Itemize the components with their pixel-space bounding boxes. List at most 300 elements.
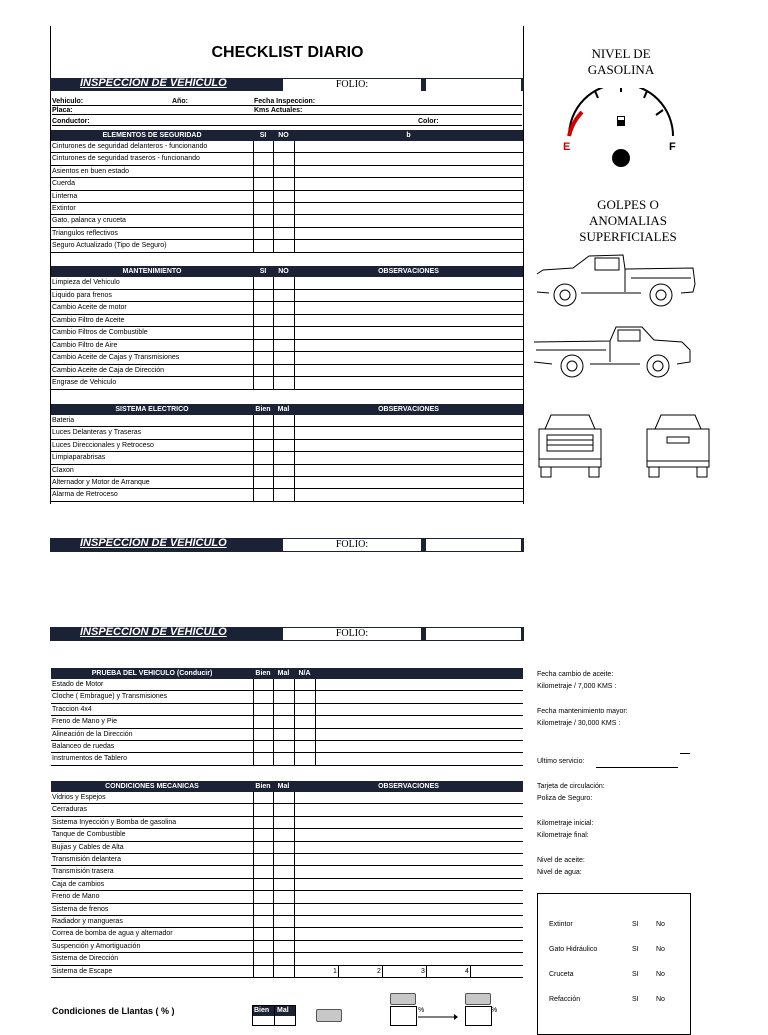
check-cell[interactable] (294, 854, 295, 865)
check-cell[interactable] (273, 891, 274, 902)
fecha-mant-label: Fecha mantenimiento mayor: (537, 708, 628, 715)
check-cell[interactable] (253, 240, 254, 251)
check-cell[interactable] (253, 879, 254, 890)
row-label: Alarma de Retroceso (52, 491, 118, 499)
row-label: Limpieza del Vehiculo (52, 279, 120, 286)
electrico-title: SISTEMA ELECTRICO (115, 406, 189, 413)
check-cell[interactable] (253, 228, 254, 239)
mantenimiento-header (51, 266, 523, 277)
check-cell[interactable] (294, 716, 295, 727)
row-label: Asientos en buen estado (52, 167, 130, 175)
check-cell[interactable] (253, 452, 254, 463)
check-cell[interactable] (253, 215, 254, 226)
row-label: Radiador y mangueras (52, 918, 123, 925)
ultimo-servicio-label: Ultimo servicio: (537, 758, 585, 765)
check-cell[interactable] (273, 879, 274, 890)
prueba-col-header: N/A (298, 670, 311, 677)
check-cell[interactable] (294, 842, 295, 853)
mecanicas-title: CONDICIONES MECANICAS (105, 783, 199, 790)
escape-number: 1 (333, 967, 337, 975)
row-label: Cinturones de seguridad delanteros - funcionando (52, 143, 208, 150)
check-cell[interactable] (273, 866, 274, 877)
check-cell[interactable] (294, 829, 295, 840)
check-cell[interactable] (273, 302, 274, 314)
check-cell[interactable] (294, 203, 295, 214)
check-cell[interactable] (294, 191, 295, 202)
table-row (51, 315, 523, 328)
check-cell[interactable] (253, 716, 254, 727)
row-label: Sistema Inyección y Bomba de gasolina (52, 818, 177, 826)
check-cell[interactable] (273, 427, 274, 438)
table-row (51, 753, 523, 765)
check-cell[interactable] (273, 716, 274, 727)
equipo-item: Gato Hidráulico (549, 946, 598, 953)
km-7000-label: Kilometraje / 7,000 KMS : (537, 683, 617, 690)
check-cell[interactable] (273, 415, 274, 426)
check-cell[interactable] (294, 340, 295, 352)
check-cell[interactable] (273, 352, 274, 364)
row-label: Sistema de Dirección (52, 955, 119, 963)
check-cell[interactable] (294, 753, 295, 764)
electrico-col-header: Bien (255, 406, 271, 413)
row-label: Luces Direccionales y Retroceso (52, 441, 154, 449)
check-cell[interactable] (253, 729, 254, 740)
check-cell[interactable] (294, 365, 295, 377)
check-cell[interactable] (273, 916, 274, 927)
escape-cell[interactable] (382, 966, 383, 977)
check-cell[interactable] (253, 315, 254, 327)
table-row (51, 741, 523, 753)
row-label: Engrase de Vehiculo (52, 379, 117, 386)
check-cell[interactable] (294, 427, 295, 438)
km-30000-label: Kilometraje / 30,000 KMS : (537, 720, 621, 727)
row-label: Cerraduras (52, 806, 88, 814)
check-cell[interactable] (294, 916, 295, 927)
fecha-label: Fecha Inspeccion: (254, 98, 316, 105)
check-cell[interactable] (253, 904, 254, 915)
row-label: Balanceo de ruedas (52, 743, 115, 750)
mantenimiento-title: MANTENIMIENTO (122, 268, 182, 275)
check-cell[interactable] (253, 352, 254, 364)
check-cell[interactable] (273, 679, 274, 690)
check-cell[interactable] (273, 792, 274, 803)
table-row (51, 489, 523, 501)
check-cell[interactable] (253, 203, 254, 214)
color-label: Color: (418, 118, 439, 125)
check-cell[interactable] (253, 804, 254, 815)
row-label: Extintor (52, 205, 76, 212)
check-cell[interactable] (273, 842, 274, 853)
check-cell[interactable] (253, 916, 254, 927)
check-cell[interactable] (253, 153, 254, 164)
tarjeta-label: Tarjeta de circulación: (537, 783, 605, 790)
check-cell[interactable] (273, 178, 274, 189)
row-label: Claxon (52, 466, 74, 474)
check-cell[interactable] (273, 904, 274, 915)
tire-icon (465, 993, 491, 1005)
check-cell[interactable] (253, 377, 254, 389)
check-cell[interactable] (253, 427, 254, 438)
check-cell[interactable] (253, 489, 254, 500)
escape-number: 2 (377, 967, 381, 975)
check-cell[interactable] (294, 691, 295, 702)
row-label: Suspención y Amortiguación (52, 942, 141, 950)
llantas-table (252, 1005, 296, 1026)
check-cell[interactable] (253, 953, 254, 964)
row-label: Transmisión delantera (52, 856, 121, 863)
check-cell[interactable] (273, 215, 274, 226)
check-cell[interactable] (253, 465, 254, 476)
check-cell[interactable] (253, 741, 254, 752)
escape-number: 3 (421, 967, 425, 975)
check-cell[interactable] (253, 141, 254, 152)
mecanicas-header (51, 781, 523, 792)
check-cell[interactable] (273, 315, 274, 327)
mantenimiento-col-header: NO (278, 268, 289, 275)
check-cell[interactable] (253, 691, 254, 702)
mantenimiento-col-header: OBSERVACIONES (378, 268, 439, 275)
check-cell[interactable] (294, 966, 295, 977)
check-cell[interactable] (294, 866, 295, 877)
table-row (51, 879, 523, 891)
table-row (51, 804, 523, 816)
check-cell[interactable] (253, 477, 254, 488)
tire-pct-box[interactable] (390, 1006, 417, 1026)
check-cell[interactable] (273, 153, 274, 164)
check-cell[interactable] (273, 452, 274, 463)
check-cell[interactable] (294, 792, 295, 803)
equipo-no-option[interactable]: No (656, 996, 665, 1003)
prueba-header (51, 668, 523, 679)
check-cell[interactable] (273, 377, 274, 389)
page-title: CHECKLIST DIARIO (211, 44, 364, 61)
row-label: Cambio Aceite de Cajas y Transmisiones (52, 354, 180, 361)
folio-field[interactable] (426, 79, 521, 91)
check-cell[interactable] (273, 753, 274, 764)
check-cell[interactable] (294, 166, 295, 177)
check-cell[interactable] (273, 966, 274, 977)
table-row (51, 691, 523, 703)
check-cell[interactable] (253, 327, 254, 339)
nivel-agua-label: Nivel de agua: (537, 869, 582, 876)
seguridad-col-header: b (406, 132, 411, 139)
check-cell[interactable] (273, 489, 274, 500)
check-cell[interactable] (294, 290, 295, 302)
table-row (51, 891, 523, 903)
check-cell[interactable] (273, 854, 274, 865)
check-cell[interactable] (294, 953, 295, 964)
table-row (51, 427, 523, 439)
seguridad-title: ELEMENTOS DE SEGURIDAD (102, 132, 202, 139)
table-row (51, 477, 523, 489)
kms-label: Kms Actuales: (254, 107, 303, 114)
table-row (51, 704, 523, 716)
llantas-bien: Bien (254, 1007, 270, 1014)
equipo-si-option[interactable]: SI (632, 996, 639, 1003)
seguridad-col-header: NO (278, 132, 289, 139)
check-cell[interactable] (253, 415, 254, 426)
check-cell[interactable] (253, 440, 254, 451)
mecanicas-col-header: OBSERVACIONES (378, 783, 439, 790)
equipo-si-option[interactable]: SI (632, 921, 639, 928)
equipo-box (537, 893, 691, 1035)
check-cell[interactable] (273, 804, 274, 815)
frame-right-line (523, 26, 524, 504)
row-label: Sistema de frenos (52, 905, 109, 913)
row-label: Seguro Actualizado (Tipo de Seguro) (52, 242, 167, 250)
escape-cell[interactable] (470, 966, 471, 977)
check-cell[interactable] (273, 228, 274, 239)
check-cell[interactable] (253, 290, 254, 302)
check-cell[interactable] (294, 178, 295, 189)
folio-label: FOLIO: (283, 628, 421, 640)
check-cell[interactable] (273, 141, 274, 152)
tire-icon (390, 993, 416, 1005)
table-row (51, 679, 523, 691)
inspection-band-1 (50, 78, 524, 91)
seguridad-header (51, 130, 523, 141)
check-cell[interactable] (294, 729, 295, 740)
equipo-no-option[interactable]: No (656, 971, 665, 978)
truck-side-right-icon (530, 324, 695, 382)
check-cell[interactable] (253, 277, 254, 289)
placa-label: Placa: (52, 107, 73, 114)
escape-number: 4 (465, 967, 469, 975)
table-row (51, 377, 523, 390)
table-row (51, 340, 523, 353)
check-cell[interactable] (253, 928, 254, 939)
check-cell[interactable] (273, 729, 274, 740)
check-cell[interactable] (273, 465, 274, 476)
tire-pct-box[interactable] (465, 1006, 492, 1026)
check-cell[interactable] (253, 679, 254, 690)
table-row (51, 716, 523, 728)
seguridad-col-header: SI (259, 132, 267, 139)
check-cell[interactable] (273, 817, 274, 828)
table-row (51, 966, 523, 978)
check-cell[interactable] (273, 477, 274, 488)
row-label: Cloche ( Embrague) y Transmisiones (52, 693, 168, 701)
fuel-gauge-icon (555, 88, 687, 176)
mantenimiento-col-header: SI (259, 268, 267, 275)
check-cell[interactable] (294, 679, 295, 690)
table-row (51, 817, 523, 829)
check-cell[interactable] (253, 792, 254, 803)
check-cell[interactable] (273, 941, 274, 952)
check-cell[interactable] (294, 817, 295, 828)
row-label: Instrumentos de Tablero (52, 755, 127, 763)
row-label: Alineación de la Dirección (52, 730, 133, 738)
check-cell[interactable] (315, 741, 316, 752)
check-cell[interactable] (273, 240, 274, 251)
equipo-si-option[interactable]: SI (632, 971, 639, 978)
check-cell[interactable] (315, 716, 316, 727)
check-cell[interactable] (273, 191, 274, 202)
equipo-si-option[interactable]: SI (632, 946, 639, 953)
check-cell[interactable] (294, 879, 295, 890)
gauge-e: E (563, 141, 571, 153)
check-cell[interactable] (253, 842, 254, 853)
equipo-item: Refacción (549, 996, 581, 1003)
prueba-title: PRUEBA DEL VEHICULO (Conducir) (91, 670, 213, 677)
check-cell[interactable] (315, 753, 316, 764)
table-row (51, 290, 523, 303)
check-cell[interactable] (294, 415, 295, 426)
check-cell[interactable] (294, 704, 295, 715)
check-cell[interactable] (253, 829, 254, 840)
table-row (51, 352, 523, 365)
check-cell[interactable] (273, 340, 274, 352)
row-label: Cambio Filtro de Aire (52, 341, 118, 349)
tire-icon (316, 1009, 342, 1022)
check-cell[interactable] (273, 327, 274, 339)
table-row (51, 729, 523, 741)
check-cell[interactable] (294, 228, 295, 239)
check-cell[interactable] (273, 277, 274, 289)
table-row (51, 166, 523, 178)
equipo-item: Cruceta (549, 971, 574, 978)
mecanicas-col-header: Mal (277, 783, 290, 790)
band-label: INSPECCION DE VEHICULO (80, 626, 227, 638)
check-cell[interactable] (253, 191, 254, 202)
mecanicas-col-header: Bien (255, 783, 271, 790)
ultimo-servicio-line[interactable] (596, 767, 678, 768)
prueba-col-header: Bien (255, 670, 271, 677)
row-label: Freno de Mano (52, 893, 100, 901)
inspection-band-3 (50, 627, 524, 641)
table-row (51, 916, 523, 928)
electrico-col-header: OBSERVACIONES (378, 406, 439, 413)
km-final-label: Kilometraje final: (537, 832, 589, 839)
table-row (51, 854, 523, 866)
check-cell[interactable] (315, 729, 316, 740)
check-cell[interactable] (294, 240, 295, 251)
equipo-no-option[interactable]: No (656, 921, 665, 928)
inspection-band-2 (50, 538, 524, 552)
check-cell[interactable] (253, 966, 254, 977)
nivel-gasolina-title: NIVEL DE GASOLINA (587, 46, 655, 77)
table-row (51, 191, 523, 203)
row-label: Cambio Aceite de Caja de Dirección (52, 366, 165, 374)
fecha-aceite-label: Fecha cambio de aceite: (537, 671, 614, 678)
table-row (51, 928, 523, 940)
check-cell[interactable] (294, 352, 295, 364)
folio-field[interactable] (426, 539, 521, 551)
check-cell[interactable] (253, 891, 254, 902)
equipo-item: Extintor (549, 921, 573, 928)
check-cell[interactable] (294, 904, 295, 915)
check-cell[interactable] (253, 866, 254, 877)
row-label: Cinturones de seguridad traseros - funcionando (52, 155, 200, 163)
table-row (51, 203, 523, 215)
check-cell[interactable] (253, 854, 254, 865)
check-cell[interactable] (294, 489, 295, 500)
row-label: Triangulos reflectivos (52, 229, 118, 237)
table-row (51, 228, 523, 240)
check-cell[interactable] (273, 928, 274, 939)
check-cell[interactable] (273, 365, 274, 377)
truck-side-left-icon (533, 252, 698, 310)
table-row (51, 153, 523, 165)
check-cell[interactable] (253, 365, 254, 377)
check-cell[interactable] (294, 215, 295, 226)
escape-cell[interactable] (338, 966, 339, 977)
check-cell[interactable] (253, 704, 254, 715)
check-cell[interactable] (273, 829, 274, 840)
check-cell[interactable] (294, 315, 295, 327)
row-label: Gato, palanca y cruceta (52, 217, 126, 225)
row-label: Cuerda (52, 180, 75, 188)
check-cell[interactable] (253, 753, 254, 764)
check-cell[interactable] (294, 377, 295, 389)
table-row (51, 365, 523, 378)
check-cell[interactable] (253, 340, 254, 352)
check-cell[interactable] (253, 817, 254, 828)
check-cell[interactable] (294, 452, 295, 463)
electrico-col-header: Mal (277, 406, 290, 413)
check-cell[interactable] (294, 465, 295, 476)
check-cell[interactable] (294, 941, 295, 952)
check-cell[interactable] (294, 327, 295, 339)
table-row (51, 465, 523, 477)
escape-cell[interactable] (426, 966, 427, 977)
row-label: Freno de Mano y Pie (52, 718, 117, 726)
llantas-mal: Mal (277, 1007, 289, 1014)
check-cell[interactable] (273, 203, 274, 214)
check-cell[interactable] (273, 741, 274, 752)
check-cell[interactable] (294, 302, 295, 314)
equipo-no-option[interactable]: No (656, 946, 665, 953)
check-cell[interactable] (315, 679, 316, 690)
check-cell[interactable] (273, 691, 274, 702)
row-label: Alternador y Motor de Arranque (52, 479, 150, 486)
check-cell[interactable] (273, 290, 274, 302)
check-cell[interactable] (315, 704, 316, 715)
check-cell[interactable] (294, 804, 295, 815)
check-cell[interactable] (253, 178, 254, 189)
row-label: Tanque de Combustible (52, 831, 126, 839)
table-row (51, 440, 523, 452)
check-cell[interactable] (315, 691, 316, 702)
table-row (51, 842, 523, 854)
check-cell[interactable] (273, 166, 274, 177)
check-cell[interactable] (273, 953, 274, 964)
check-cell[interactable] (294, 153, 295, 164)
anio-label: Año: (172, 98, 188, 105)
table-row (51, 866, 523, 878)
check-cell[interactable] (253, 302, 254, 314)
tire-pct-sign: % (491, 1007, 498, 1014)
vehiculo-label: Vehiculo: (52, 98, 84, 105)
check-cell[interactable] (294, 440, 295, 451)
row-label: Sistema de Escape (52, 967, 113, 975)
check-cell[interactable] (253, 166, 254, 177)
check-cell[interactable] (294, 928, 295, 939)
check-cell[interactable] (273, 704, 274, 715)
prueba-col-header: Mal (277, 670, 290, 677)
check-cell[interactable] (294, 277, 295, 289)
folio-field[interactable] (426, 628, 521, 640)
check-cell[interactable] (273, 440, 274, 451)
check-cell[interactable] (253, 941, 254, 952)
row-label: Transmisión trasera (52, 868, 114, 876)
check-cell[interactable] (294, 477, 295, 488)
poliza-label: Poliza de Seguro: (537, 795, 593, 802)
table-row (51, 302, 523, 315)
check-cell[interactable] (294, 141, 295, 152)
check-cell[interactable] (294, 741, 295, 752)
check-cell[interactable] (294, 891, 295, 902)
